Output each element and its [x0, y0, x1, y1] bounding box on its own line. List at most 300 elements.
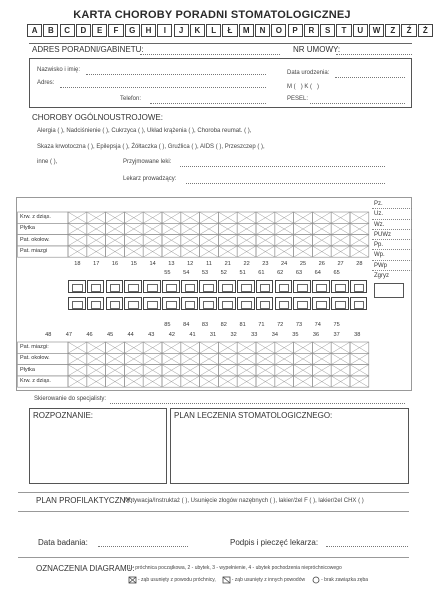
tooth-number: 16	[111, 261, 119, 267]
tooth-number: 48	[45, 332, 52, 338]
grid-cross	[87, 246, 106, 257]
grid-cross	[124, 342, 143, 353]
grid-cross	[200, 365, 219, 376]
treatment-plan-label: PLAN LECZENIA STOMATOLOGICZNEGO:	[174, 411, 333, 420]
tooth-box[interactable]	[143, 297, 161, 310]
tooth-number: 28	[356, 261, 363, 267]
grid-cross	[143, 365, 162, 376]
exam-date-label: Data badania:	[38, 538, 88, 547]
grid-cross	[218, 246, 237, 257]
lower-row-labels	[18, 342, 68, 387]
grid-cross	[331, 376, 350, 387]
grid-cross	[200, 353, 219, 364]
diagram-row-label: Krw. z dziąs.	[20, 214, 51, 220]
diagnosis-label: ROZPOZNANIE:	[33, 411, 94, 420]
tooth-number: 44	[127, 332, 134, 338]
grid-cross	[200, 376, 219, 387]
legend-heading: OZNACZENIA DIAGRAMU:	[36, 564, 135, 573]
grid-cross	[200, 235, 219, 246]
grid-cross	[350, 376, 369, 387]
sex-m-label: M (	[287, 84, 296, 90]
tooth-box[interactable]	[106, 297, 124, 310]
grid-cross	[87, 235, 106, 246]
tooth-number: 41	[189, 332, 196, 338]
tooth-number: 43	[148, 332, 155, 338]
tooth-number: 72	[277, 322, 284, 328]
tooth-number: 74	[314, 322, 321, 328]
grid-cross	[275, 246, 294, 257]
alphabet-letter[interactable]: B	[43, 24, 58, 37]
alphabet-letter[interactable]: P	[288, 24, 303, 37]
grid-cross	[106, 212, 125, 223]
grid-cross	[218, 235, 237, 246]
diagram-row-label: Płytka	[20, 225, 35, 232]
lower-cross-grid	[17, 342, 369, 388]
upper-cross-grid	[17, 212, 369, 258]
sex-checkboxes[interactable]	[287, 84, 319, 90]
tooth-number: 18	[74, 261, 81, 267]
grid-cross	[256, 212, 275, 223]
index-label: Zgryz	[374, 273, 389, 280]
grid-cross	[275, 223, 294, 234]
alphabet-letter[interactable]: U	[353, 24, 368, 37]
lower-teeth-numbers	[38, 332, 368, 338]
tooth-number: 21	[224, 261, 231, 267]
alphabet-letter[interactable]: Z	[385, 24, 400, 37]
bite-box[interactable]	[374, 283, 404, 298]
grid-cross	[143, 212, 162, 223]
divider	[18, 511, 409, 512]
grid-cross	[124, 365, 143, 376]
tooth-number: 31	[209, 332, 217, 338]
grid-cross	[294, 223, 313, 234]
tooth-number: 22	[243, 261, 250, 267]
tooth-box[interactable]	[293, 280, 311, 293]
tooth-number: 73	[295, 322, 303, 328]
grid-cross	[275, 212, 294, 223]
tooth-number: 61	[258, 270, 265, 276]
grid-cross	[256, 376, 275, 387]
tooth-box[interactable]	[256, 297, 274, 310]
diagram-row-label: Krw. z dziąs.	[20, 377, 51, 384]
tooth-number: 64	[314, 270, 321, 276]
alphabet-letter[interactable]: S	[320, 24, 335, 37]
medications-field[interactable]	[180, 166, 385, 167]
grid-cross	[312, 246, 331, 257]
alphabet-letter[interactable]: O	[271, 24, 286, 37]
diagram-row-label: Pat. okołow.	[20, 236, 50, 243]
alphabet-letter[interactable]: J	[174, 24, 189, 37]
diagram-row-label: Pat. miazgi:	[20, 344, 49, 350]
tooth-number: 83	[201, 322, 209, 328]
upper-tooth-boxes	[68, 280, 369, 298]
grid-cross	[350, 223, 369, 234]
exam-date-field[interactable]	[98, 546, 188, 547]
grid-cross	[331, 353, 350, 364]
tooth-box[interactable]	[162, 280, 180, 293]
alphabet-letter[interactable]: Ż	[418, 24, 433, 37]
tooth-box[interactable]	[143, 280, 161, 293]
clinic-address-label: ADRES PORADNI/GABINETU:	[32, 45, 144, 54]
alphabet-letter[interactable]: M	[239, 24, 254, 37]
tooth-box[interactable]	[68, 297, 86, 310]
grid-cross	[106, 376, 125, 387]
diagram-row-label: Pat. miazgi	[20, 247, 48, 254]
grid-cross	[162, 212, 181, 223]
grid-cross	[350, 353, 369, 364]
tooth-number: 81	[239, 322, 246, 328]
index-label: Wp.	[372, 250, 412, 260]
grid-cross	[106, 223, 125, 234]
upper-row-labels	[18, 212, 68, 257]
grid-cross	[87, 342, 106, 353]
grid-cross	[68, 365, 87, 376]
tooth-number: 13	[168, 261, 175, 267]
signature-field[interactable]	[326, 546, 408, 547]
grid-cross	[218, 223, 237, 234]
grid-cross	[162, 365, 181, 376]
grid-cross	[106, 353, 125, 364]
diseases-other: inne ( ),	[37, 159, 58, 165]
grid-cross	[331, 246, 350, 257]
tooth-number: 55	[164, 270, 171, 276]
sex-end-label: )	[317, 84, 320, 90]
grid-cross	[294, 212, 313, 223]
grid-cross	[181, 342, 200, 353]
upper-teeth-numbers	[68, 261, 369, 267]
tooth-number: 47	[65, 332, 72, 338]
grid-cross	[237, 342, 256, 353]
tooth-number: 45	[106, 332, 114, 338]
tooth-box[interactable]	[124, 280, 142, 293]
medications-label: Przyjmowane leki:	[123, 159, 172, 165]
alphabet-letter[interactable]: I	[157, 24, 172, 37]
clinic-address-field[interactable]	[140, 54, 280, 55]
tooth-box[interactable]	[256, 280, 274, 293]
tooth-number: 27	[337, 261, 344, 267]
grid-cross	[162, 246, 181, 257]
alphabet-index	[27, 24, 434, 37]
phone-field[interactable]	[150, 103, 266, 104]
alphabet-letter[interactable]: Ł	[222, 24, 237, 37]
tooth-box[interactable]	[218, 297, 236, 310]
grid-cross	[237, 223, 256, 234]
grid-cross	[181, 223, 200, 234]
tooth-number: 51	[239, 270, 246, 276]
tooth-box[interactable]	[218, 280, 236, 293]
divider	[18, 557, 409, 558]
grid-cross	[68, 223, 87, 234]
index-label: Pp.	[372, 240, 412, 250]
grid-cross	[275, 376, 294, 387]
upper-milk-numbers	[158, 270, 346, 276]
tooth-box[interactable]	[350, 297, 368, 310]
alphabet-letter[interactable]: H	[141, 24, 156, 37]
grid-cross	[124, 235, 143, 246]
tooth-number: 71	[258, 322, 265, 328]
phone-label: Telefon:	[120, 96, 142, 102]
grid-cross	[237, 212, 256, 223]
grid-cross	[162, 353, 181, 364]
doctor-field[interactable]	[186, 183, 385, 184]
tooth-number: 82	[220, 322, 227, 328]
referral-label: Skierowanie do specjalisty:	[34, 396, 107, 402]
grid-cross	[181, 235, 200, 246]
grid-cross	[218, 342, 237, 353]
grid-cross	[331, 212, 350, 223]
lower-grid	[17, 342, 369, 393]
grid-cross	[87, 376, 106, 387]
grid-cross	[200, 223, 219, 234]
alphabet-letter[interactable]: A	[27, 24, 42, 37]
alphabet-letter[interactable]: N	[255, 24, 270, 37]
tooth-number: 63	[295, 270, 303, 276]
tooth-number: 54	[183, 270, 190, 276]
lower-milk-numbers	[158, 322, 346, 328]
tooth-box[interactable]	[87, 280, 105, 293]
grid-cross	[68, 353, 87, 364]
page-title: KARTA CHOROBY PORADNI STOMATOLOGICZNEJ	[73, 9, 351, 21]
grid-cross	[87, 365, 106, 376]
tooth-number: 85	[164, 322, 171, 328]
grid-cross	[237, 353, 256, 364]
tooth-box[interactable]	[275, 297, 293, 310]
address-field[interactable]	[60, 87, 266, 88]
grid-cross	[162, 376, 181, 387]
grid-cross	[68, 342, 87, 353]
index-label: Wz.	[372, 220, 412, 230]
grid-cross	[294, 246, 313, 257]
grid-cross	[312, 353, 331, 364]
index-labels	[372, 199, 412, 285]
grid-cross	[87, 223, 106, 234]
address-label: Adres:	[37, 80, 55, 86]
legend-item-1: - ząb usunięty z powodu próchnicy,	[138, 577, 216, 583]
alphabet-letter[interactable]: Ź	[401, 24, 416, 37]
diseases-line-2: Skaza krwotoczna ( ), Epilepsja ( ), Żółtaczka ( ), Gruźlica ( ), AIDS ( ), Przeszczep ( ),	[37, 144, 265, 150]
grid-cross	[312, 376, 331, 387]
grid-cross	[294, 365, 313, 376]
alphabet-letter[interactable]: D	[76, 24, 91, 37]
tooth-number: 15	[130, 261, 137, 267]
grid-cross	[200, 342, 219, 353]
tooth-box[interactable]	[350, 280, 368, 293]
grid-cross	[312, 342, 331, 353]
grid-cross	[218, 353, 237, 364]
grid-cross	[275, 353, 294, 364]
pesel-label: PESEL:	[287, 96, 309, 102]
tooth-number: 53	[201, 270, 209, 276]
grid-cross	[181, 353, 200, 364]
alphabet-letter[interactable]: W	[369, 24, 384, 37]
grid-cross	[124, 353, 143, 364]
tooth-box[interactable]	[68, 280, 86, 293]
grid-cross	[106, 365, 125, 376]
birthdate-field[interactable]	[335, 77, 405, 78]
tooth-number: 84	[183, 322, 190, 328]
missing-germ-icon	[311, 576, 321, 584]
grid-cross	[87, 212, 106, 223]
tooth-number: 32	[230, 332, 237, 338]
alphabet-letter[interactable]: T	[336, 24, 351, 37]
grid-cross	[218, 376, 237, 387]
grid-cross	[256, 353, 275, 364]
legend-item-2: - ząb usunięty z innych powodów	[231, 577, 306, 583]
grid-cross	[143, 235, 162, 246]
grid-cross	[350, 235, 369, 246]
grid-cross	[68, 246, 87, 257]
diseases-heading: CHOROBY OGÓLNOUSTROJOWE:	[32, 113, 163, 122]
contract-number-field[interactable]	[336, 54, 412, 55]
grid-cross	[143, 342, 162, 353]
grid-cross	[87, 353, 106, 364]
grid-cross	[181, 365, 200, 376]
tooth-box[interactable]	[331, 280, 349, 293]
grid-cross	[275, 342, 294, 353]
grid-cross	[181, 246, 200, 257]
alphabet-letter[interactable]: E	[92, 24, 107, 37]
tooth-box[interactable]	[181, 280, 199, 293]
diseases-line-1: Alergia ( ), Nadciśnienie ( ), Cukrzyca ( ), Układ krążenia ( ), Choroba reumat. ( ),	[37, 128, 252, 134]
grid-cross	[237, 376, 256, 387]
grid-cross	[218, 212, 237, 223]
grid-cross	[275, 235, 294, 246]
legend-line-2	[128, 576, 368, 584]
alphabet-letter[interactable]: K	[190, 24, 205, 37]
grid-cross	[350, 365, 369, 376]
tooth-box[interactable]	[293, 297, 311, 310]
tooth-box[interactable]	[312, 297, 330, 310]
grid-cross	[256, 342, 275, 353]
tooth-number: 42	[168, 332, 175, 338]
grid-cross	[181, 376, 200, 387]
tooth-number: 65	[333, 270, 340, 276]
grid-cross	[106, 342, 125, 353]
grid-cross	[68, 376, 87, 387]
tooth-box[interactable]	[331, 297, 349, 310]
divider	[18, 492, 409, 493]
grid-cross	[256, 246, 275, 257]
tooth-number: 52	[220, 270, 227, 276]
tooth-number: 23	[262, 261, 269, 267]
grid-cross	[331, 235, 350, 246]
tooth-box[interactable]	[275, 280, 293, 293]
tooth-box[interactable]	[162, 297, 180, 310]
grid-cross	[124, 223, 143, 234]
grid-cross	[106, 235, 125, 246]
grid-cross	[312, 235, 331, 246]
prophylaxis-heading: PLAN PROFILAKTYCZNY:	[36, 496, 133, 505]
tooth-box[interactable]	[124, 297, 142, 310]
upper-grid	[17, 212, 369, 263]
alphabet-letter[interactable]: C	[60, 24, 75, 37]
tooth-number: 26	[318, 261, 325, 267]
tooth-box[interactable]	[237, 297, 255, 310]
alphabet-letter[interactable]: L	[206, 24, 221, 37]
legend-item-3: - brak zawiązka zęba	[321, 577, 369, 583]
extracted-other-icon	[222, 576, 232, 584]
name-label: Nazwisko i imię:	[37, 67, 81, 73]
contract-number-label: NR UMOWY:	[293, 45, 341, 54]
grid-cross	[312, 365, 331, 376]
grid-cross	[143, 376, 162, 387]
alphabet-letter[interactable]: F	[108, 24, 123, 37]
grid-cross	[200, 212, 219, 223]
tooth-number: 25	[299, 261, 307, 267]
grid-cross	[143, 246, 162, 257]
grid-cross	[181, 212, 200, 223]
alphabet-letter[interactable]: R	[304, 24, 319, 37]
index-label: Pz.	[372, 199, 412, 209]
tooth-number: 38	[354, 332, 361, 338]
tooth-box[interactable]	[199, 280, 217, 293]
tooth-number: 62	[277, 270, 284, 276]
grid-cross	[350, 342, 369, 353]
grid-cross	[143, 223, 162, 234]
tooth-box[interactable]	[106, 280, 124, 293]
tooth-number: 34	[271, 332, 278, 338]
grid-cross	[68, 235, 87, 246]
grid-cross	[312, 212, 331, 223]
grid-cross	[162, 235, 181, 246]
grid-cross	[237, 246, 256, 257]
tooth-number: 35	[292, 332, 299, 338]
legend-line-1: 1 - próchnica początkowa, 2 - ubytek, 3 - wypełnienie, 4 - ubytek pochodzenia niepróchnicowego	[128, 565, 342, 571]
tooth-number: 14	[149, 261, 156, 267]
grid-cross	[200, 246, 219, 257]
pesel-field[interactable]	[310, 103, 405, 104]
grid-cross	[275, 365, 294, 376]
grid-cross	[124, 212, 143, 223]
tooth-number: 75	[333, 322, 340, 328]
referral-field[interactable]	[110, 403, 405, 404]
tooth-number: 46	[86, 332, 93, 338]
grid-cross	[237, 235, 256, 246]
grid-cross	[294, 353, 313, 364]
name-field[interactable]	[86, 74, 266, 75]
tooth-box[interactable]	[87, 297, 105, 310]
tooth-box[interactable]	[181, 297, 199, 310]
grid-cross	[331, 223, 350, 234]
tooth-box[interactable]	[199, 297, 217, 310]
grid-cross	[218, 365, 237, 376]
grid-cross	[294, 376, 313, 387]
tooth-box[interactable]	[237, 280, 255, 293]
grid-cross	[294, 235, 313, 246]
tooth-number: 36	[312, 332, 320, 338]
index-label: PUWz	[372, 230, 412, 240]
sex-k-label: ) K (	[300, 84, 313, 90]
tooth-box[interactable]	[312, 280, 330, 293]
alphabet-letter[interactable]: G	[125, 24, 140, 37]
divider	[29, 43, 412, 44]
prophylaxis-text: Motywacja/Instruktaż ( ), Usunięcie złogów nazębnych ( ), lakier/żel F ( ), lakier/żel CHX ( )	[124, 498, 364, 504]
grid-cross	[143, 353, 162, 364]
patient-box	[29, 58, 412, 108]
grid-cross	[162, 223, 181, 234]
extracted-caries-icon	[128, 576, 138, 584]
grid-cross	[256, 365, 275, 376]
grid-cross	[312, 223, 331, 234]
birthdate-label: Data urodzenia:	[287, 70, 330, 76]
index-label: Uz.	[372, 209, 412, 219]
grid-cross	[124, 376, 143, 387]
index-label: PWp	[372, 261, 412, 271]
tooth-number: 24	[281, 261, 288, 267]
grid-cross	[256, 235, 275, 246]
signature-label: Podpis i pieczęć lekarza:	[230, 538, 319, 547]
tooth-number: 12	[187, 261, 194, 267]
